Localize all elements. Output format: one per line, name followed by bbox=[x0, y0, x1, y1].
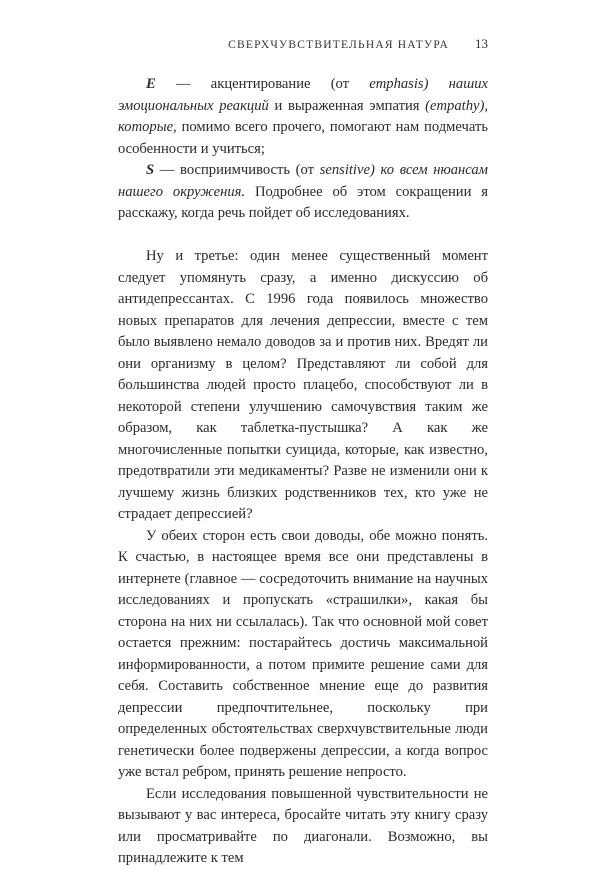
section-gap bbox=[118, 225, 488, 247]
paragraph: У обеих сторон есть свои доводы, обе можно понять. К счастью, в настоящее время все они представлены в интернете (главное — сосредоточить внимание на научных исследованиях и пропускать «страшилки», какая бы сторона на них ни ссылалась). Так что основной мой совет остается прежним: постарайтесь достичь максимальной информированности, а потом примите решение сами для себя. Составить собственное мнение еще до развития депрессии предпочтительнее, поскольку при определенных обстоятельствах сверхчувствительные люди генетически более подвержены депрессии, а когда вопрос уже встал ребром, принять решение непросто. bbox=[118, 527, 488, 780]
term-sensitive: sensitive) bbox=[319, 162, 375, 178]
definition-s bbox=[118, 160, 488, 225]
running-header bbox=[150, 36, 488, 52]
definition-e-text-5: помимо всего прочего, помогают нам подмечать особенности и учиться; bbox=[118, 119, 488, 157]
letter-e: E bbox=[146, 76, 156, 92]
paragraph: Ну и третье: один менее существенный момент следует упомянуть сразу, а именно дискуссию об антидепрессантах. С 1996 года появилось множество новых препаратов для лечения депрессии, вместе с тем было выявлено немало доводов за и против них. Вредят ли они организму в целом? Представляют ли собой для большинства людей просто плацебо, способствуют ли в некоторой степени улучшению самочувствия таким же образом, как таблетка-пустышка? А как же многочисленные попытки суицида, которые, как известно, предотвратили эти медикаменты? Разве не изменили они к лучшему жизнь близких родственников тех, кто уже не страдает депрессией? bbox=[118, 248, 488, 522]
definition-e-text-2: наших эмоциональных реакций bbox=[118, 76, 488, 114]
definition-s-text-2: ко всем нюансам нашего окружения. bbox=[118, 162, 488, 200]
definition-e bbox=[118, 74, 488, 160]
term-emphasis: emphasis) bbox=[369, 76, 429, 92]
body-text bbox=[118, 74, 488, 870]
letter-s: S bbox=[146, 162, 155, 178]
definition-s-text-1: — восприимчивость (от bbox=[154, 162, 320, 178]
definition-e-text-3: и выраженная эмпатия bbox=[268, 97, 426, 114]
definition-e-text-1: — акцентирование (от bbox=[155, 76, 370, 92]
term-empathy: (empathy) bbox=[425, 97, 485, 114]
page-number: 13 bbox=[475, 36, 488, 51]
definition-e-text-4: , которые, bbox=[118, 97, 488, 135]
definition-s-text-3: Подробнее об этом сокращении я расскажу, когда речь пойдет об исследованиях. bbox=[118, 183, 488, 221]
chapter-title: СВЕРХЧУВСТВИТЕЛЬНАЯ НАТУРА bbox=[228, 39, 449, 51]
paragraph: Если исследования повышенной чувствительности не вызывают у вас интереса, бросайте читать эту книгу сразу или просматривайте по диагонали. Возможно, вы принадлежите к тем bbox=[118, 785, 488, 866]
